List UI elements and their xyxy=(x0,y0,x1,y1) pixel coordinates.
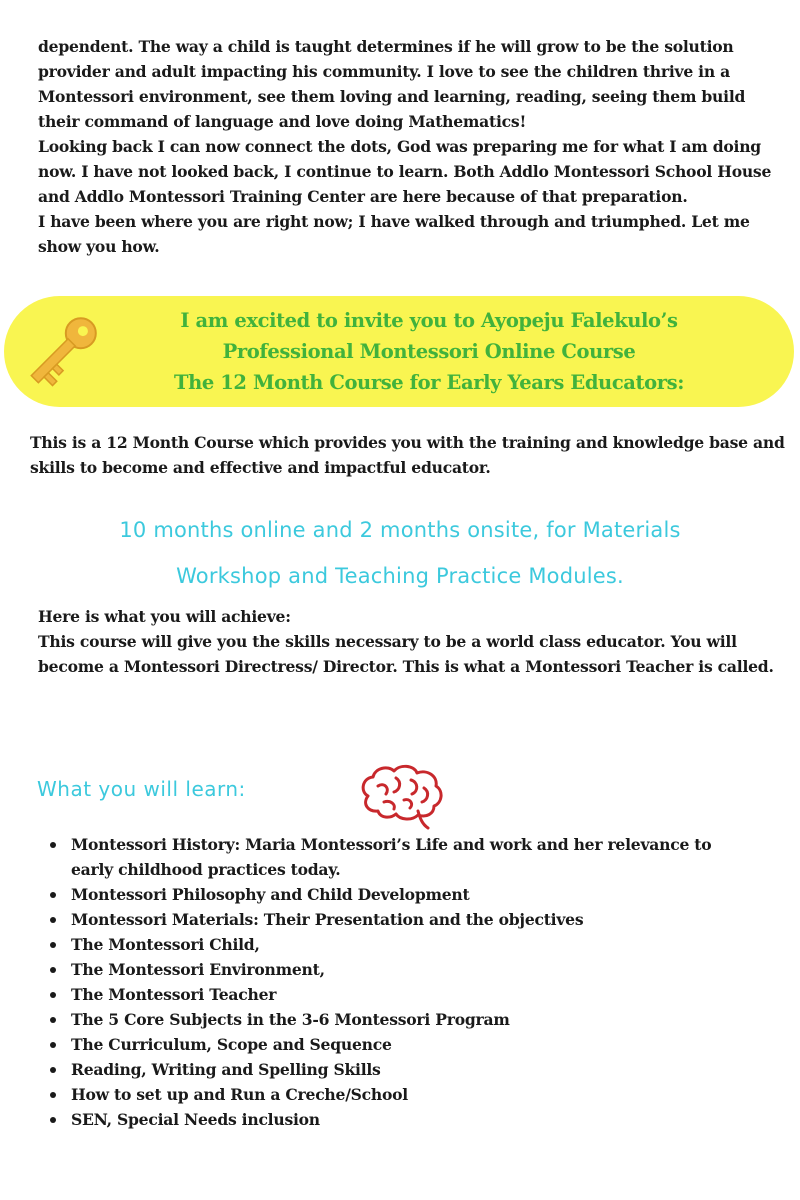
invitation-banner xyxy=(4,296,794,407)
achieve-heading: Here is what you will achieve: xyxy=(38,607,291,626)
course-description: This is a 12 Month Course which provides you with the training and knowledge base and skills to become and effective and impactful educator. xyxy=(30,433,785,477)
banner-line: The 12 Month Course for Early Years Educators: xyxy=(173,371,684,394)
banner-line: I am excited to invite you to Ayopeju Falekulo’s xyxy=(180,309,678,332)
topics-list xyxy=(50,832,750,1132)
list-item: Montessori History: Maria Montessori’s Life and work and her relevance to early childhood practices today. xyxy=(50,832,750,882)
course-format-highlight xyxy=(0,507,800,599)
list-item: Montessori Philosophy and Child Development xyxy=(50,882,750,907)
achieve-text: This course will give you the skills necessary to be a world class educator. You will become a Montessori Directress/ Director. This is what a Montessori Teacher is called. xyxy=(38,632,774,676)
banner-text xyxy=(64,305,794,398)
brain-icon xyxy=(356,762,446,830)
list-item: Reading, Writing and Spelling Skills xyxy=(50,1057,750,1082)
list-item: The Montessori Child, xyxy=(50,932,750,957)
banner-line: Professional Montessori Online Course xyxy=(222,340,636,363)
intro-paragraph: dependent. The way a child is taught determines if he will grow to be the solution provider and adult impacting his community. I love to see the children thrive in a Montessori environment, see them loving and learning, reading, seeing them build their command of language and love doing Mathematics! xyxy=(38,37,746,131)
learn-heading: What you will learn: xyxy=(37,777,246,801)
list-item: The Curriculum, Scope and Sequence xyxy=(50,1032,750,1057)
list-item: SEN, Special Needs inclusion xyxy=(50,1107,750,1132)
list-item: Montessori Materials: Their Presentation and the objectives xyxy=(50,907,750,932)
list-item: The Montessori Teacher xyxy=(50,982,750,1007)
intro-paragraph: I have been where you are right now; I have walked through and triumphed. Let me show you how. xyxy=(38,212,750,256)
list-item: How to set up and Run a Creche/School xyxy=(50,1082,750,1107)
highlight-line: Workshop and Teaching Practice Modules. xyxy=(176,564,624,588)
list-item: The Montessori Environment, xyxy=(50,957,750,982)
highlight-line: 10 months online and 2 months onsite, for Materials xyxy=(119,518,681,542)
intro-paragraph: Looking back I can now connect the dots, God was preparing me for what I am doing now. I have not looked back, I continue to learn. Both Addlo Montessori School House and Addlo Montessori Training Center are here because of that preparation. xyxy=(38,137,772,206)
intro-section xyxy=(38,34,778,259)
achieve-section xyxy=(38,604,788,679)
list-item: The 5 Core Subjects in the 3-6 Montessori Program xyxy=(50,1007,750,1032)
